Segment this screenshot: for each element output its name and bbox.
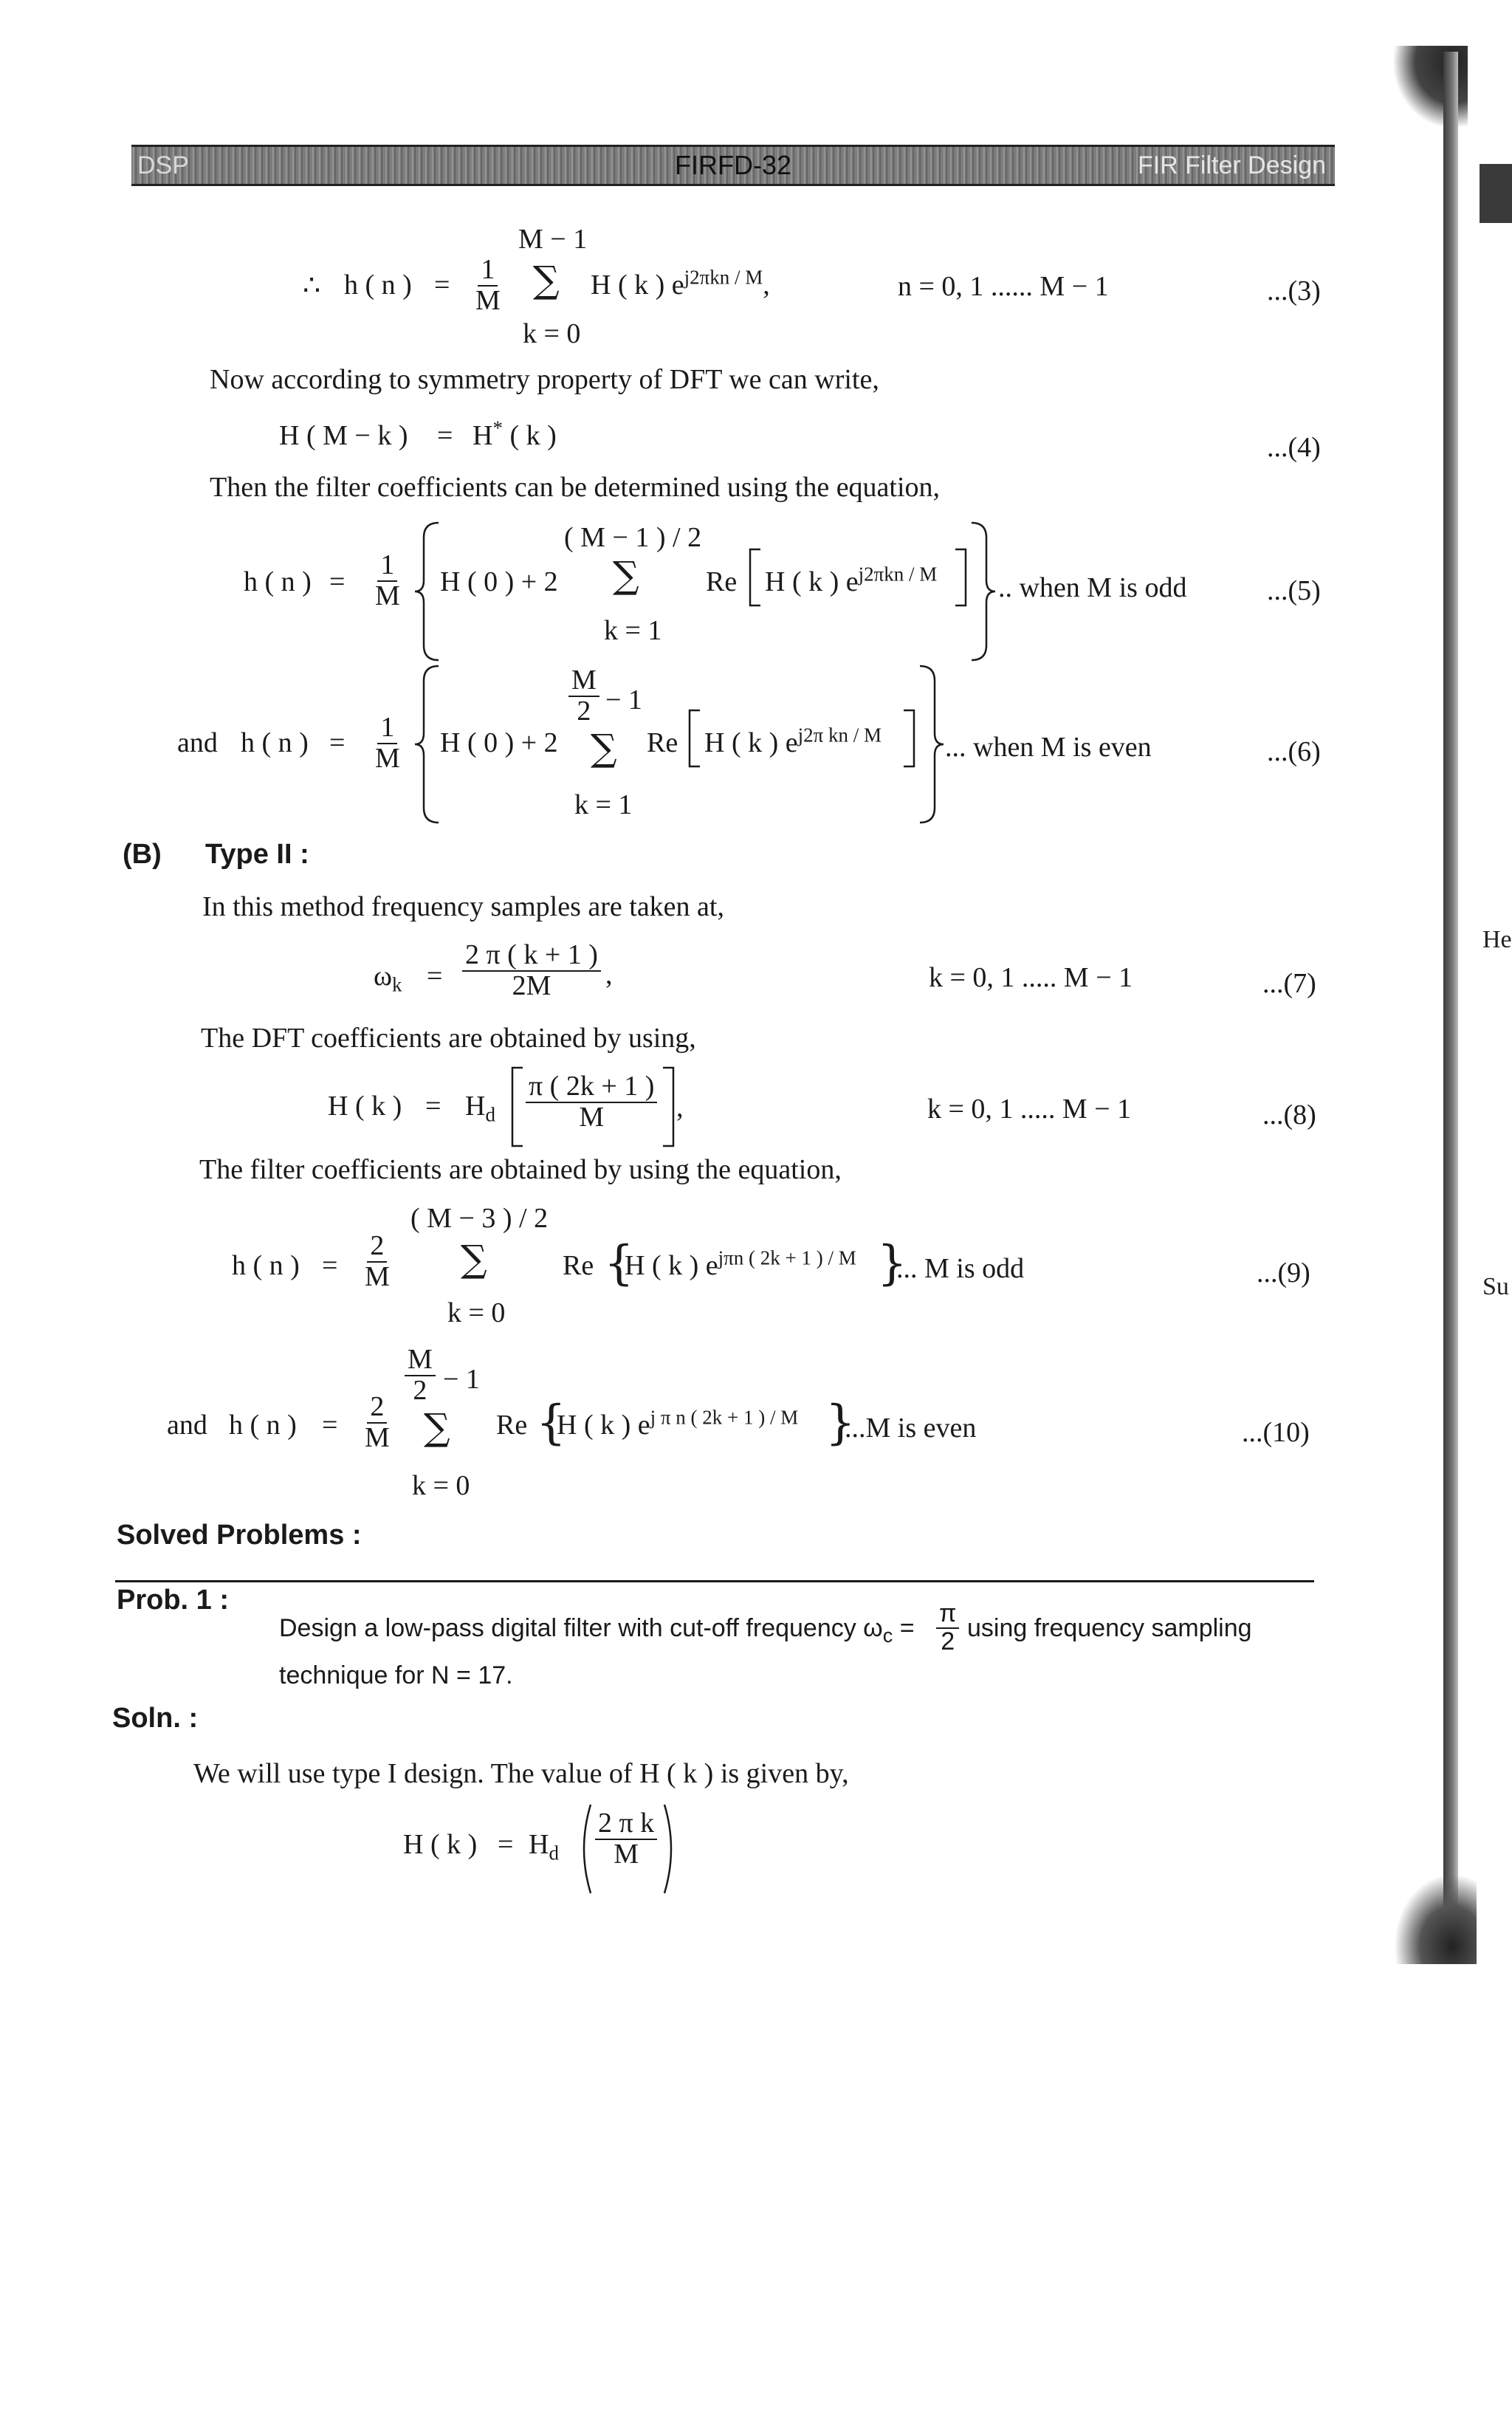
problem-label: Prob. 1 :: [117, 1585, 230, 1616]
left-curly-brace: {: [604, 1236, 634, 1291]
scan-binding-shadow: [1443, 52, 1458, 1957]
sigma-lower-limit: k = 0: [523, 318, 581, 349]
paragraph-filter-coefficients: The filter coefficients are obtained by using the equation,: [199, 1154, 842, 1185]
right-curly-brace: }: [877, 1236, 907, 1291]
left-curly-brace: {: [536, 1396, 566, 1450]
right-brace: [967, 521, 997, 662]
equals-sign: =: [329, 727, 346, 758]
page-header-bar: [131, 145, 1335, 186]
left-bracket: [687, 709, 701, 768]
equals-sign: =: [437, 420, 453, 451]
solution-text: We will use type I design. The value of H ( k ) is given by,: [193, 1758, 849, 1789]
next-page-edge: [1480, 164, 1512, 223]
and-word: and: [177, 727, 218, 758]
h-desired: $H_d$: [465, 1091, 495, 1126]
upper-limit-rest: − 1: [605, 684, 642, 716]
problem-text-line-2: technique for N = 17.: [279, 1661, 513, 1689]
equation-number: ...(3): [1267, 275, 1321, 306]
summation-symbol: ∑: [424, 1406, 450, 1449]
sigma-upper-limit: M − 1: [518, 224, 588, 255]
condition-text: ... M is odd: [896, 1253, 1025, 1284]
paragraph-coefficients: Then the filter coefficients can be determined using the equation,: [210, 472, 941, 503]
comma: ,: [605, 959, 613, 990]
header-chapter-title: FIR Filter Design: [1137, 151, 1326, 179]
sigma-upper-limit: ( M − 3 ) / 2: [410, 1203, 549, 1234]
equation-body: H ( k ) $e^{j \pi n ( 2k + 1 ) / M}$: [557, 1406, 799, 1441]
equation-number: ...(7): [1262, 968, 1316, 999]
right-curly-brace: }: [825, 1396, 856, 1450]
upper-limit-rest: − 1: [443, 1364, 480, 1395]
right-brace: [915, 665, 945, 824]
real-part-label: Re: [706, 566, 738, 597]
equation-number: ...(6): [1267, 736, 1321, 767]
right-bracket: [902, 709, 917, 768]
section-title: Type II :: [205, 839, 309, 870]
upper-limit-fraction: $\frac{M}{2}$: [405, 1345, 436, 1406]
index-range: k = 0, 1 ..... M − 1: [929, 962, 1133, 993]
therefore-symbol: ∴: [303, 270, 321, 301]
problem-text-line-1b: using frequency sampling: [967, 1614, 1252, 1642]
upper-limit-fraction: $\frac{M}{2}$: [568, 666, 599, 727]
solved-problems-heading: Solved Problems :: [117, 1520, 362, 1551]
h-zero-term: H ( 0 ) + 2: [440, 727, 558, 758]
fraction-2-over-m: $\frac{2}{M}$: [365, 1230, 390, 1292]
left-brace: [413, 521, 443, 662]
right-bracket: [662, 1066, 676, 1147]
fraction-1-over-m: $\frac{1}{M}$: [475, 254, 501, 316]
sigma-lower-limit: k = 0: [447, 1297, 506, 1328]
summation-symbol: ∑: [591, 727, 617, 769]
equals-sign: =: [425, 1091, 441, 1122]
equation-lhs: h ( n ): [229, 1410, 297, 1441]
equation-body: H ( k ) $e^{j2\pi kn / M}$: [765, 563, 938, 597]
h-zero-term: H ( 0 ) + 2: [440, 566, 558, 597]
equation-number: ...(9): [1257, 1257, 1310, 1288]
left-brace: [413, 665, 443, 824]
condition-text: ...M is even: [845, 1413, 977, 1444]
sigma-lower-limit: k = 1: [574, 789, 633, 820]
paragraph-dft-coefficients: The DFT coefficients are obtained by using,: [201, 1023, 696, 1054]
real-part-label: Re: [563, 1250, 594, 1281]
equals-sign: =: [322, 1250, 338, 1281]
equation-body: H ( k ) $e^{j2\pi kn / M}$: [704, 724, 882, 758]
condition-text: ... when M is even: [945, 732, 1152, 763]
real-part-label: Re: [496, 1410, 528, 1441]
equation-body: H ( k ) $e^{j2\pi kn / M}$,: [591, 266, 770, 301]
right-bracket: [954, 548, 969, 607]
summation-symbol: ∑: [533, 258, 560, 301]
section-label: (B): [123, 839, 162, 870]
index-range: k = 0, 1 ..... M − 1: [927, 1094, 1132, 1125]
comma: ,: [676, 1092, 684, 1123]
equation-lhs: H ( M − k ): [279, 420, 408, 451]
equation-lhs: h ( n ): [232, 1250, 300, 1281]
equation-lhs: h ( n ): [244, 566, 312, 597]
left-paren: [574, 1803, 592, 1895]
equation-lhs: h ( n ): [344, 270, 412, 301]
equation-lhs: h ( n ): [241, 727, 309, 758]
left-bracket: [747, 548, 762, 607]
condition-text: .. when M is odd: [998, 572, 1187, 603]
header-left-label: DSP: [137, 151, 189, 179]
equals-sign: =: [434, 270, 450, 301]
right-paren: [663, 1803, 681, 1895]
equation-number: ...(5): [1267, 575, 1321, 606]
equals-sign: =: [427, 961, 443, 992]
equation-number: ...(4): [1267, 432, 1321, 463]
equation-body: H ( k ) $e^{j\pi n ( 2k + 1 ) / M}$: [625, 1246, 856, 1281]
summation-symbol: ∑: [461, 1238, 487, 1280]
header-page-number: FIRFD-32: [674, 150, 791, 180]
and-word: and: [167, 1410, 207, 1441]
scan-shadow-bottom: [1395, 1876, 1477, 1964]
equals-sign: =: [498, 1829, 514, 1860]
paragraph-frequency-samples: In this method frequency samples are taken at,: [202, 891, 724, 922]
equals-sign: =: [329, 566, 346, 597]
fraction-2-over-m: $\frac{2}{M}$: [365, 1391, 390, 1453]
solution-label: Soln. :: [112, 1703, 199, 1734]
fraction-1-over-m: $\frac{1}{M}$: [375, 549, 400, 611]
real-part-label: Re: [647, 727, 678, 758]
summation-symbol: ∑: [613, 554, 639, 597]
next-page-fragment-he: He: [1482, 926, 1512, 953]
argument-fraction: $\frac{\pi ( 2k + 1 )}{M}$: [526, 1072, 657, 1133]
equation-lhs: $\omega_k$: [374, 961, 402, 996]
sigma-lower-limit: k = 1: [604, 615, 662, 646]
equation-number: ...(8): [1262, 1099, 1316, 1130]
argument-fraction: $\frac{\text{2 π k}}{M}$: [595, 1809, 657, 1870]
index-range: n = 0, 1 ...... M − 1: [898, 271, 1109, 302]
equation-lhs: H ( k ): [328, 1091, 402, 1122]
sigma-upper-limit: ( M − 1 ) / 2: [564, 522, 702, 553]
equation-lhs: H ( k ): [403, 1829, 478, 1860]
horizontal-rule: [115, 1580, 1314, 1582]
equation-number: ...(10): [1242, 1417, 1310, 1448]
equals-sign: =: [322, 1410, 338, 1441]
equation-rhs: H* ( k ): [472, 416, 557, 451]
h-desired: $H_d$: [529, 1829, 559, 1864]
frequency-fraction: $\frac{2 \pi ( k + 1 )}{2M}$: [462, 941, 601, 1001]
paragraph-symmetry: Now according to symmetry property of DFT we can write,: [210, 364, 879, 395]
fraction-1-over-m: $\frac{1}{M}$: [375, 712, 400, 774]
problem-text-line-1: Design a low-pass digital filter with cut-off frequency $\omega_c$ =: [279, 1614, 915, 1647]
next-page-fragment-su: Su: [1482, 1273, 1509, 1300]
cutoff-fraction: $\frac{\pi}{2}$: [936, 1601, 959, 1655]
left-bracket: [509, 1066, 524, 1147]
sigma-lower-limit: k = 0: [412, 1470, 470, 1501]
